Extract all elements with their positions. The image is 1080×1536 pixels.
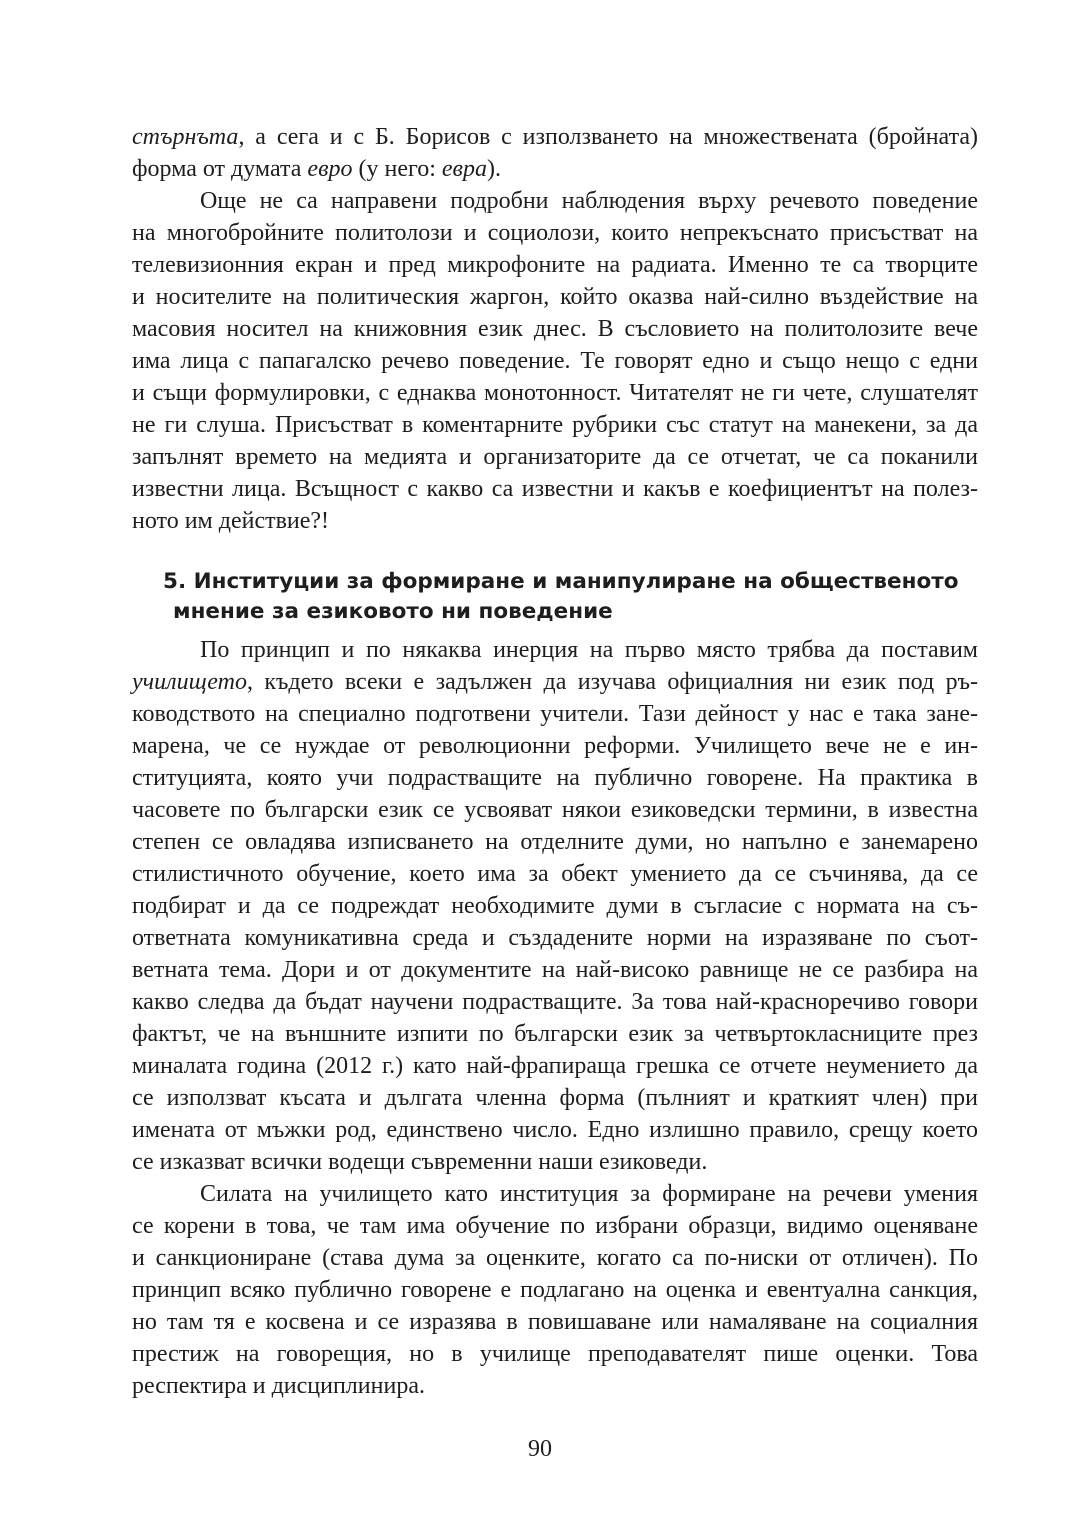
text-line: ното им действие?! [132, 508, 330, 534]
text-line: стърнъта, а сега и с Б. Борисов с използването на множествената (бройната) [132, 124, 978, 150]
section-heading-line: мнение за езиковото ни поведение [173, 599, 613, 624]
text-line: ответната комуникативна среда и създадените норми на изразяване по съот- [132, 925, 978, 951]
text-line: на многобройните политолози и социолози, които непрекъснато присъстват на [132, 220, 978, 246]
text-line: подбират и да се подреждат необходимите думи в съгласие с нормата на съ- [132, 893, 978, 919]
text-line: престиж на говорещия, но в училище преподавателят пише оценки. Това [132, 1341, 978, 1367]
text-line: масовия носител на книжовния език днес. В съсловието на политолозите вече [132, 316, 978, 342]
text-line: не ги слуша. Присъстват в коментарните рубрики със статут на манекени, за да [132, 412, 978, 438]
section-heading [163, 567, 983, 627]
text-line: марена, че се нуждае от революционни реформи. Училището вече не е ин- [132, 733, 978, 759]
text-line: Силата на училището като институция за формиране на речеви умения [200, 1181, 978, 1207]
text-line: принцип всяко публично говорене е подлагано на оценка и евентуална санкция, [132, 1277, 978, 1303]
text-line: ституцията, която учи подрастващите на публично говорене. На практика в [132, 765, 978, 791]
text-line: По принцип и по някаква инерция на първо място трябва да поставим [200, 637, 978, 663]
text-line: часовете по български език се усвояват някои езиковедски термини, в известна [132, 797, 978, 823]
text-line: има лица с папагалско речево поведение. Те говорят едно и също нещо с едни [132, 348, 978, 374]
text-line: стилистичното обучение, което има за обект умението да се съчинява, да се [132, 861, 978, 887]
text-line: телевизионния екран и пред микрофоните на радиата. Именно те са творците [132, 252, 978, 278]
text-line: запълнят времето на медията и организаторите да се отчетат, че са поканили [132, 444, 978, 470]
text-line: известни лица. Всъщност с какво са известни и какъв е коефициентът на полез- [132, 476, 978, 502]
text-line: фактът, че на външните изпити по български език за четвъртокласниците през [132, 1021, 978, 1047]
text-line: ветната тема. Дори и от документите на най-високо равнище не се разбира на [132, 957, 978, 983]
section-heading-line: 5. Институции за формиране и манипулиране на общественото [163, 569, 959, 594]
text-line: и санкциониране (става дума за оценките, когато са по-ниски от отличен). По [132, 1245, 978, 1271]
text-line: и същи формулировки, с еднаква монотонност. Читателят не ги чете, слушателят [132, 380, 978, 406]
section-text-block [132, 634, 978, 1402]
text-line: се изказват всички водещи съвременни наши езиковеди. [132, 1149, 708, 1175]
top-text-block [132, 121, 978, 537]
text-line: Още не са направени подробни наблюдения върху речевото поведение [200, 188, 978, 214]
text-line: степен се овладява изписването на отделните думи, но напълно е занемарено [132, 829, 978, 855]
text-line: се използват късата и дългата членна форма (пълният и краткият член) при [132, 1085, 978, 1111]
text-line: и носителите на политическия жаргон, който оказва най-силно въздействие на [132, 284, 978, 310]
text-line: форма от думата евро (у него: евра). [132, 156, 501, 182]
page-number: 90 [528, 1436, 552, 1462]
text-line: миналата година (2012 г.) като най-фрапираща грешка се отчете неумението да [132, 1053, 978, 1079]
text-line: ководството на специално подготвени учители. Тази дейност у нас е така зане- [132, 701, 978, 727]
text-line: но там тя е косвена и се изразява в повишаване или намаляване на социалния [132, 1309, 978, 1335]
text-line: се корени в това, че там има обучение по избрани образци, видимо оценяване [132, 1213, 978, 1239]
text-line: училището, където всеки е задължен да изучава официалния ни език под ръ- [132, 669, 978, 695]
text-line: какво следва да бъдат научени подрастващите. За това най-красноречиво говори [132, 989, 978, 1015]
text-line: имената от мъжки род, единствено число. Едно излишно правило, срещу което [132, 1117, 978, 1143]
text-line: респектира и дисциплинира. [132, 1373, 425, 1399]
